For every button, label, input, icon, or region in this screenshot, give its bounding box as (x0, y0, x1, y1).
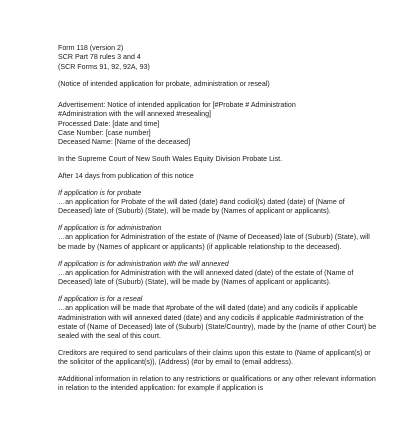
section-administration-will-annexed (58, 260, 378, 288)
creditors-block (58, 349, 378, 368)
advertisement-block (58, 101, 378, 147)
court-block (58, 155, 378, 164)
advertisement-line: #Administration with the will annexed #resealing] (58, 110, 211, 119)
deceased-name: Deceased Name: [Name of the deceased] (58, 138, 191, 147)
section-probate (58, 189, 378, 217)
rule-reference: SCR Part 78 rules 3 and 4 (58, 53, 141, 62)
creditors-text: Creditors are required to send particulars of their claims upon this estate to (Name of applicant(s) or the solicitor of the applicant(s)), (Address) (#or by email to (email address). (58, 348, 371, 367)
form-number: Form 118 (version 2) (58, 44, 124, 52)
section-body: …an application for Probate of the will dated (date) #and codicil(s) dated (date) of (Name of Deceased) late of (Suburb) (State), will be made by (Names of applicant or applicants). (58, 198, 345, 216)
section-body: …an application for Administration with the will annexed dated (date) of the estate of (Name of Deceased) late of (Suburb) (State), will be made by (Names of applicant or applicants). (58, 268, 354, 287)
notice-title-block (58, 80, 378, 89)
notice-title: (Notice of intended application for probate, administration or reseal) (58, 79, 270, 88)
form-header (58, 44, 378, 72)
after-block (58, 172, 378, 181)
section-body: …an application will be made that #probate of the will dated (date) and any codicils if applicable #administration with will annexed dated (date) and any codicils if applicable #administration of the estate of (Name of Deceased) late of (Suburb) (State/Country), made by the (name of other Court) be sealed with the seal of this court. (58, 304, 377, 341)
section-reseal (58, 295, 378, 341)
court-line: In the Supreme Court of New South Wales Equity Division Probate List. (58, 155, 283, 164)
section-heading: If application is for administration (58, 224, 162, 233)
section-heading: If application is for a reseal (58, 294, 143, 303)
section-body: …an application for Administration of the estate of (Name of Deceased) late of (Suburb) (State), will be made by (Names of applicant or applicants) (if applicable relationship to the deceased). (58, 233, 370, 251)
case-number: Case Number: [case number] (58, 129, 151, 138)
additional-info-text: #Additional information in relation to any restrictions or qualifications or any other relevant information in relation to the intended application: for example if application is (58, 375, 376, 393)
processed-date: Processed Date: [date and time] (58, 119, 160, 128)
form-references: (SCR Forms 91, 92, 92A, 93) (58, 62, 150, 71)
after-line: After 14 days from publication of this notice (58, 171, 194, 180)
advertisement-line: Advertisement: Notice of intended application for [#Probate # Administration (58, 101, 296, 110)
notice-form (58, 44, 378, 401)
additional-info-block (58, 375, 378, 394)
section-heading: If application is for administration with the will annexed (58, 259, 229, 268)
section-heading: If application is for probate (58, 188, 142, 197)
section-administration (58, 224, 378, 252)
